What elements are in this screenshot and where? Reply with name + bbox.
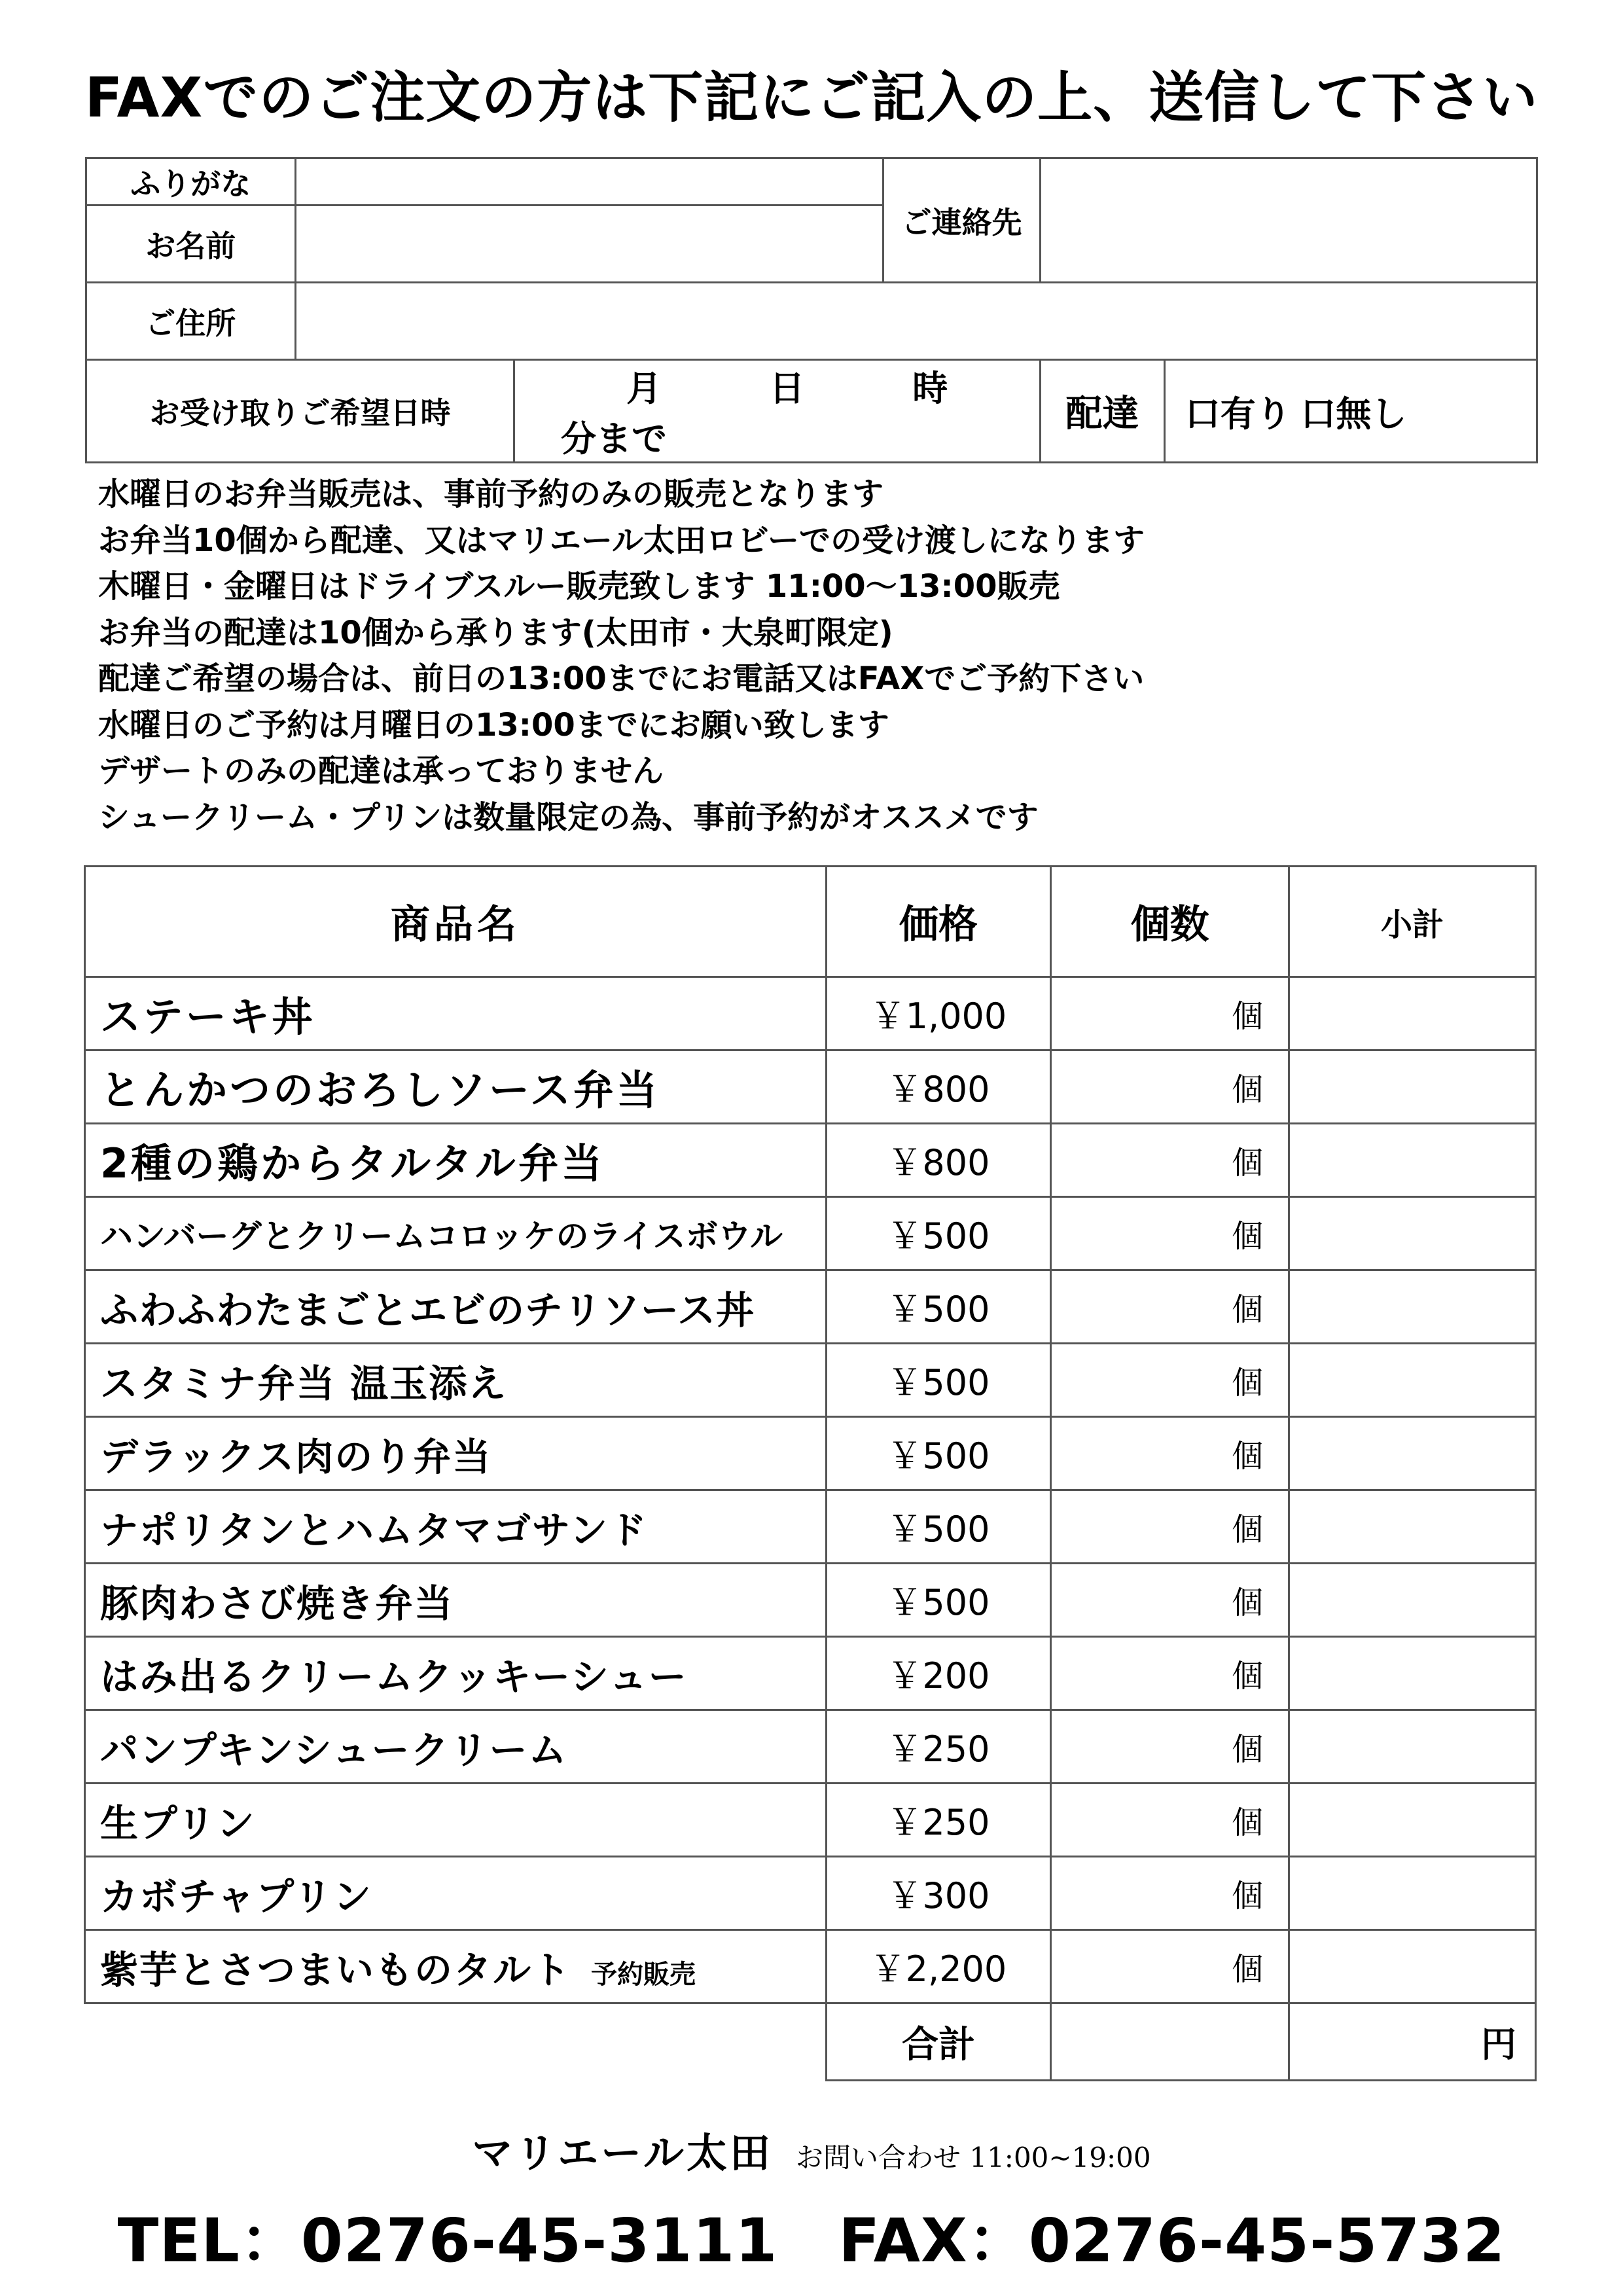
header-qty: 個数 bbox=[1051, 867, 1289, 977]
header-subtotal: 小計 bbox=[1289, 867, 1536, 977]
notice-line: 配達ご希望の場合は、前日の13:00までにお電話又はFAXでご予約下さい bbox=[98, 660, 1145, 697]
address-field[interactable] bbox=[295, 283, 1537, 360]
product-price: ￥500 bbox=[826, 1270, 1050, 1344]
header-product-name: 商品名 bbox=[85, 867, 827, 977]
delivery-label: 配達 bbox=[1041, 360, 1165, 463]
table-row bbox=[85, 1710, 1536, 1784]
qty-field[interactable] bbox=[1051, 977, 1289, 1050]
product-table bbox=[84, 865, 1537, 2081]
product-name-cell bbox=[85, 1930, 827, 2003]
subtotal-field[interactable] bbox=[1289, 1124, 1536, 1197]
qty-field[interactable] bbox=[1051, 1050, 1289, 1124]
subtotal-field[interactable] bbox=[1289, 1930, 1536, 2003]
table-row bbox=[85, 1124, 1536, 1197]
unit-label: 個 bbox=[1232, 998, 1264, 1035]
tel-number: TEL：0276-45-3111 bbox=[117, 2206, 778, 2276]
unit-label: 個 bbox=[1232, 1804, 1264, 1841]
subtotal-field[interactable] bbox=[1289, 1710, 1536, 1784]
header-price: 価格 bbox=[826, 867, 1050, 977]
month-label: 月 bbox=[626, 368, 662, 409]
unit-label: 個 bbox=[1232, 1951, 1264, 1988]
product-price: ￥250 bbox=[826, 1710, 1050, 1784]
unit-label: 個 bbox=[1232, 1511, 1264, 1548]
product-price: ￥1,000 bbox=[826, 977, 1050, 1050]
product-price: ￥250 bbox=[826, 1784, 1050, 1857]
yen-unit: 円 bbox=[1481, 2024, 1516, 2065]
shop-name: マリエール太田 bbox=[472, 2129, 773, 2177]
product-price: ￥200 bbox=[826, 1637, 1050, 1710]
unit-label: 個 bbox=[1232, 1585, 1264, 1621]
furigana-label: ふりがな bbox=[86, 158, 296, 206]
pickup-datetime-field[interactable] bbox=[514, 360, 1040, 463]
inquiry-hours: お問い合わせ 11:00~19:00 bbox=[796, 2142, 1151, 2174]
product-price: ￥500 bbox=[826, 1344, 1050, 1417]
table-row bbox=[85, 1857, 1536, 1930]
product-price: ￥800 bbox=[826, 1050, 1050, 1124]
product-name: スタミナ弁当 温玉添え bbox=[85, 1344, 827, 1417]
product-name: 紫芋とさつまいものタルト bbox=[100, 1947, 572, 1992]
qty-field[interactable] bbox=[1051, 1637, 1289, 1710]
product-price: ￥2,200 bbox=[826, 1930, 1050, 2003]
notice-line: 水曜日のお弁当販売は、事前予約のみの販売となります bbox=[98, 476, 884, 512]
table-row bbox=[85, 1784, 1536, 1857]
table-header-row bbox=[85, 867, 1536, 977]
name-field[interactable] bbox=[295, 206, 883, 283]
qty-field[interactable] bbox=[1051, 1857, 1289, 1930]
table-row bbox=[85, 1050, 1536, 1124]
subtotal-field[interactable] bbox=[1289, 1784, 1536, 1857]
unit-label: 個 bbox=[1232, 1218, 1264, 1255]
product-price: ￥500 bbox=[826, 1564, 1050, 1637]
product-name: カボチャプリン bbox=[85, 1857, 827, 1930]
subtotal-field[interactable] bbox=[1289, 1857, 1536, 1930]
table-row bbox=[85, 1637, 1536, 1710]
notice-line: お弁当10個から配達、又はマリエール太田ロビーでの受け渡しになります bbox=[98, 522, 1145, 559]
total-label: 合計 bbox=[826, 2003, 1050, 2081]
notice-line: お弁当の配達は10個から承ります(太田市・大泉町限定) bbox=[98, 614, 893, 651]
subtotal-field[interactable] bbox=[1289, 1270, 1536, 1344]
table-row bbox=[85, 977, 1536, 1050]
unit-label: 個 bbox=[1232, 1291, 1264, 1328]
subtotal-field[interactable] bbox=[1289, 1637, 1536, 1710]
minute-label: 分まで bbox=[560, 418, 667, 459]
product-price: ￥500 bbox=[826, 1490, 1050, 1564]
unit-label: 個 bbox=[1232, 1365, 1264, 1401]
product-price: ￥800 bbox=[826, 1124, 1050, 1197]
qty-field[interactable] bbox=[1051, 1710, 1289, 1784]
delivery-options[interactable] bbox=[1164, 360, 1537, 463]
preorder-note: 予約販売 bbox=[591, 1959, 696, 1990]
table-row bbox=[85, 1564, 1536, 1637]
furigana-field[interactable] bbox=[295, 158, 883, 206]
unit-label: 個 bbox=[1232, 1731, 1264, 1768]
name-label: お名前 bbox=[86, 206, 296, 283]
qty-field[interactable] bbox=[1051, 1270, 1289, 1344]
subtotal-field[interactable] bbox=[1289, 1197, 1536, 1270]
notice-line: 木曜日・金曜日はドライブスルー販売致します 11:00〜13:00販売 bbox=[98, 568, 1060, 605]
product-name: ハンバーグとクリームコロッケのライスボウル bbox=[85, 1197, 827, 1270]
table-row bbox=[85, 1197, 1536, 1270]
contact-numbers bbox=[0, 2193, 1623, 2279]
shop-info bbox=[0, 2121, 1623, 2179]
delivery-no-checkbox[interactable]: 口無し bbox=[1300, 393, 1407, 435]
product-name: 2種の鶏からタルタル弁当 bbox=[85, 1124, 827, 1197]
notice-line: 水曜日のご予約は月曜日の13:00までにお願い致します bbox=[98, 706, 889, 744]
unit-label: 個 bbox=[1232, 1071, 1264, 1108]
contact-label: ご連絡先 bbox=[883, 158, 1041, 283]
product-price: ￥500 bbox=[826, 1197, 1050, 1270]
notice-line: シュークリーム・プリンは数量限定の為、事前予約がオススメです bbox=[98, 798, 1039, 836]
unit-label: 個 bbox=[1232, 1878, 1264, 1914]
unit-label: 個 bbox=[1232, 1658, 1264, 1695]
total-amount-field[interactable] bbox=[1289, 2003, 1536, 2081]
qty-field[interactable] bbox=[1051, 1564, 1289, 1637]
total-qty-field[interactable] bbox=[1051, 2003, 1289, 2081]
product-price: ￥500 bbox=[826, 1417, 1050, 1490]
product-name: ナポリタンとハムタマゴサンド bbox=[85, 1490, 827, 1564]
day-label: 日 bbox=[769, 368, 805, 409]
product-name: はみ出るクリームクッキーシュー bbox=[85, 1637, 827, 1710]
notice-list bbox=[98, 471, 1538, 840]
unit-label: 個 bbox=[1232, 1438, 1264, 1475]
product-name: 生プリン bbox=[85, 1784, 827, 1857]
unit-label: 個 bbox=[1232, 1145, 1264, 1181]
delivery-yes-checkbox[interactable]: 口有り bbox=[1185, 393, 1291, 435]
contact-field[interactable] bbox=[1041, 158, 1537, 283]
qty-field[interactable] bbox=[1051, 1344, 1289, 1417]
product-name: パンプキンシュークリーム bbox=[85, 1710, 827, 1784]
product-name: ふわふわたまごとエビのチリソース丼 bbox=[85, 1270, 827, 1344]
qty-field[interactable] bbox=[1051, 1417, 1289, 1490]
product-name: とんかつのおろしソース弁当 bbox=[85, 1050, 827, 1124]
table-row bbox=[85, 1344, 1536, 1417]
hour-label: 時 bbox=[912, 368, 948, 409]
table-row bbox=[85, 1417, 1536, 1490]
product-name: ステーキ丼 bbox=[85, 977, 827, 1050]
subtotal-field[interactable] bbox=[1289, 977, 1536, 1050]
qty-field[interactable] bbox=[1051, 1490, 1289, 1564]
qty-field[interactable] bbox=[1051, 1784, 1289, 1857]
fax-number: FAX：0276-45-5732 bbox=[838, 2206, 1506, 2276]
table-row bbox=[85, 1490, 1536, 1564]
total-row bbox=[85, 2003, 1536, 2081]
product-name: 豚肉わさび焼き弁当 bbox=[85, 1564, 827, 1637]
customer-info-table bbox=[85, 157, 1538, 463]
address-label: ご住所 bbox=[86, 283, 296, 360]
subtotal-field[interactable] bbox=[1289, 1564, 1536, 1637]
page-title: FAXでのご注文の方は下記にご記入の上、送信して下さい bbox=[84, 65, 1539, 130]
qty-field[interactable] bbox=[1051, 1197, 1289, 1270]
product-price: ￥300 bbox=[826, 1857, 1050, 1930]
product-name: デラックス肉のり弁当 bbox=[85, 1417, 827, 1490]
subtotal-field[interactable] bbox=[1289, 1050, 1536, 1124]
table-row bbox=[85, 1930, 1536, 2003]
subtotal-field[interactable] bbox=[1289, 1344, 1536, 1417]
pickup-label: お受け取りご希望日時 bbox=[86, 360, 514, 463]
subtotal-field[interactable] bbox=[1289, 1490, 1536, 1564]
subtotal-field[interactable] bbox=[1289, 1417, 1536, 1490]
table-row bbox=[85, 1270, 1536, 1344]
qty-field[interactable] bbox=[1051, 1124, 1289, 1197]
notice-line: デザートのみの配達は承っておりません bbox=[98, 753, 664, 789]
qty-field[interactable] bbox=[1051, 1930, 1289, 2003]
